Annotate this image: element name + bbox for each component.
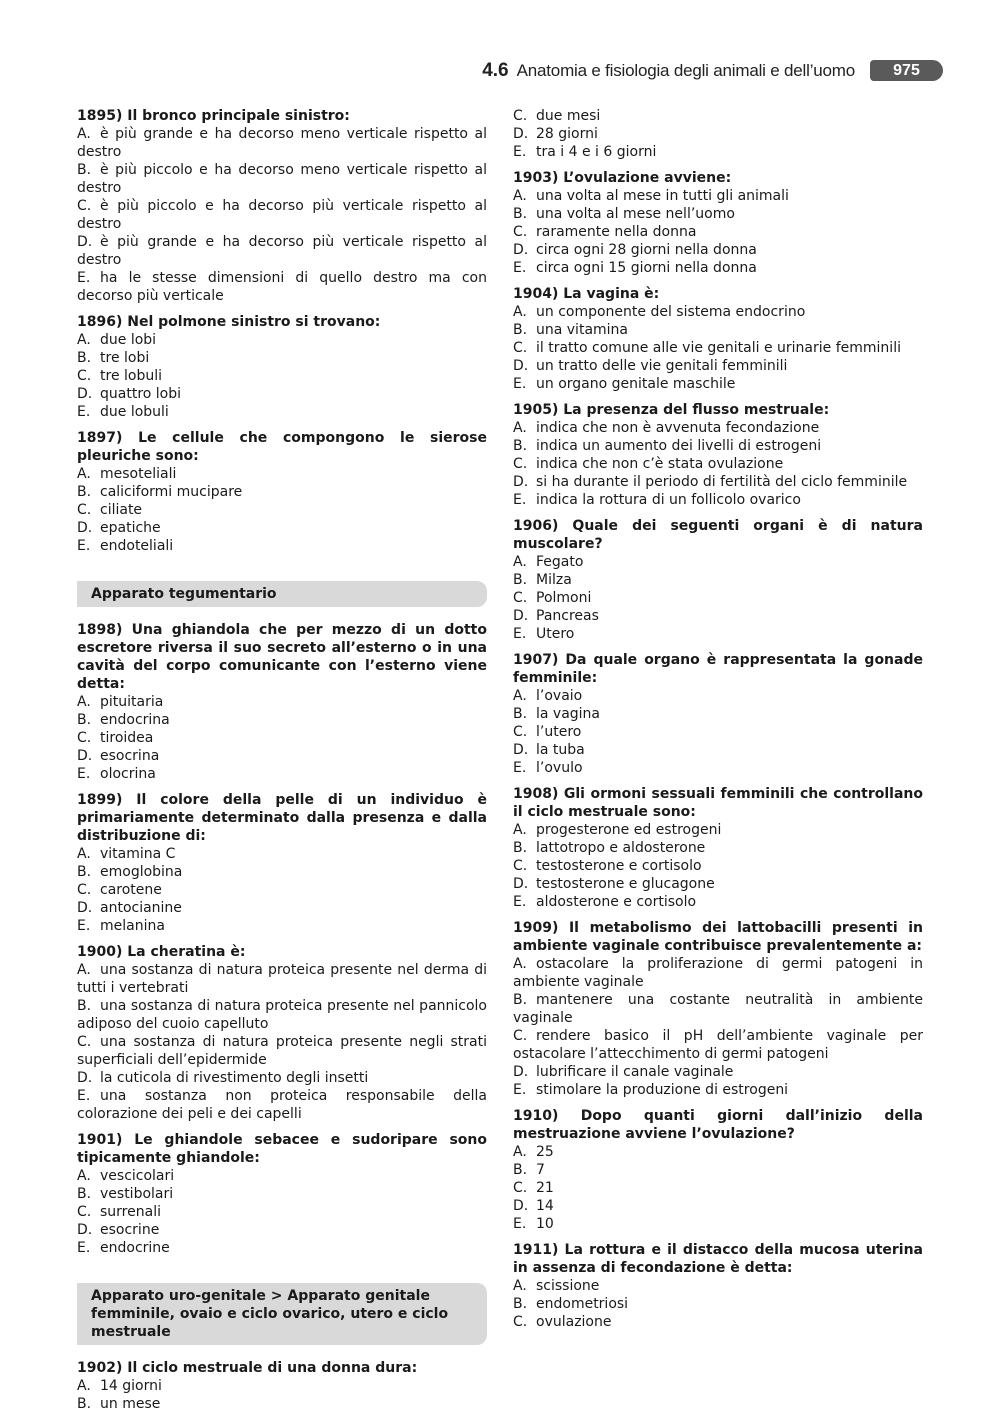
option-text: Milza (536, 572, 572, 588)
option-letter: D. (77, 748, 93, 764)
option-letter: A. (77, 846, 91, 862)
question-1908 (513, 785, 923, 911)
option-text: rendere basico il pH dell’ambiente vaginale per ostacolare l’attecchimento di germi patogeni (513, 1028, 923, 1062)
option-letter: E. (513, 260, 527, 276)
answer-option (513, 473, 923, 491)
question-1898 (77, 621, 487, 783)
option-text: un mese (100, 1396, 161, 1412)
question-title: 1899) Il colore della pelle di un individuo è primariamente determinato dalla presenza e dalla distribuzione di: (77, 792, 487, 844)
option-letter: C. (77, 882, 92, 898)
answer-option (77, 997, 487, 1033)
question-title: 1898) Una ghiandola che per mezzo di un dotto escretore riversa il suo secreto all’esterno o in una cavità del corpo comunicante con l’esterno viene detta: (77, 622, 487, 692)
option-text: 25 (536, 1144, 554, 1160)
answer-option (513, 589, 923, 607)
answer-option (513, 741, 923, 759)
answer-option (513, 339, 923, 357)
option-text: la tuba (536, 742, 585, 758)
option-letter: A. (513, 1278, 527, 1294)
option-letter: A. (77, 332, 91, 348)
answer-option (77, 501, 487, 519)
answer-option (77, 403, 487, 421)
option-letter: E. (513, 626, 527, 642)
section-heading-tegumentario: Apparato tegumentario (77, 581, 487, 607)
option-letter: C. (513, 1180, 528, 1196)
option-letter: E. (77, 404, 91, 420)
answer-option (513, 625, 923, 643)
option-letter: A. (513, 1144, 527, 1160)
option-text: pituitaria (100, 694, 164, 710)
option-letter: D. (513, 608, 529, 624)
option-text: la vagina (536, 706, 601, 722)
option-letter: D. (77, 900, 93, 916)
option-text: è più grande e ha decorso meno verticale rispetto al destro (77, 126, 487, 160)
option-text: mantenere una costante neutralità in ambiente vaginale (513, 992, 923, 1026)
option-letter: E. (513, 492, 527, 508)
option-text: indica che non c’è stata ovulazione (536, 456, 784, 472)
question-1902-continued (513, 107, 923, 161)
option-letter: B. (513, 706, 528, 722)
option-text: una vitamina (536, 322, 628, 338)
option-letter: A. (513, 822, 527, 838)
option-text: esocrina (100, 748, 160, 764)
option-letter: C. (77, 730, 92, 746)
answer-option (77, 483, 487, 501)
option-text: stimolare la produzione di estrogeni (536, 1082, 789, 1098)
answer-option (77, 711, 487, 729)
answer-option (513, 143, 923, 161)
question-1906 (513, 517, 923, 643)
answer-option (513, 875, 923, 893)
option-text: carotene (100, 882, 162, 898)
option-text: tra i 4 e i 6 giorni (536, 144, 657, 160)
question-1902 (77, 1359, 487, 1413)
question-1900 (77, 943, 487, 1123)
question-1907 (513, 651, 923, 777)
option-text: una sostanza di natura proteica presente nel pannicolo adiposo del cuoio capelluto (77, 998, 487, 1032)
question-1905 (513, 401, 923, 509)
option-letter: D. (513, 242, 529, 258)
option-text: è più piccolo e ha decorso meno verticale rispetto al destro (77, 162, 487, 196)
answer-option (513, 303, 923, 321)
option-letter: D. (77, 386, 93, 402)
answer-option (513, 375, 923, 393)
answer-option (77, 1203, 487, 1221)
option-text: 21 (536, 1180, 554, 1196)
answer-option (77, 233, 487, 269)
option-letter: B. (513, 1296, 528, 1312)
option-letter: B. (77, 162, 92, 178)
answer-option (513, 1081, 923, 1099)
option-text: indica un aumento dei livelli di estrogeni (536, 438, 822, 454)
question-title: 1900) La cheratina è: (77, 944, 246, 960)
answer-option (513, 1143, 923, 1161)
question-title: 1901) Le ghiandole sebacee e sudoripare sono tipicamente ghiandole: (77, 1132, 487, 1166)
option-letter: A. (513, 188, 527, 204)
option-letter: B. (513, 206, 528, 222)
section-heading-uro-genitale: Apparato uro-genitale > Apparato genitale femminile, ovaio e ciclo ovarico, utero e ciclo mestruale (77, 1283, 487, 1345)
answer-option (513, 893, 923, 911)
answer-option (77, 961, 487, 997)
answer-option (77, 747, 487, 765)
answer-option (77, 385, 487, 403)
option-text: olocrina (100, 766, 156, 782)
option-letter: A. (77, 126, 91, 142)
question-title: 1907) Da quale organo è rappresentata la gonade femminile: (513, 652, 923, 686)
answer-option (77, 1395, 487, 1413)
left-column (77, 107, 487, 1421)
answer-option (513, 1179, 923, 1197)
question-1911 (513, 1241, 923, 1331)
answer-option (513, 1313, 923, 1331)
question-title: 1905) La presenza del flusso mestruale: (513, 402, 830, 418)
option-letter: C. (513, 724, 528, 740)
option-letter: C. (513, 1028, 528, 1044)
option-letter: C. (513, 108, 528, 124)
answer-option (77, 899, 487, 917)
answer-option (513, 357, 923, 375)
option-letter: D. (513, 1198, 529, 1214)
option-text: ovulazione (536, 1314, 612, 1330)
answer-option (77, 1087, 487, 1123)
section-number: 4.6 (482, 60, 509, 81)
option-text: un componente del sistema endocrino (536, 304, 806, 320)
question-1899 (77, 791, 487, 935)
option-text: 14 giorni (100, 1378, 162, 1394)
answer-option (77, 1069, 487, 1087)
option-text: l’ovaio (536, 688, 583, 704)
option-letter: C. (513, 340, 528, 356)
answer-option (513, 107, 923, 125)
page-header (0, 56, 1000, 86)
option-letter: A. (513, 420, 527, 436)
question-title: 1902) Il ciclo mestruale di una donna dura: (77, 1360, 418, 1376)
option-text: il tratto comune alle vie genitali e urinarie femminili (536, 340, 901, 356)
question-1895 (77, 107, 487, 305)
option-text: emoglobina (100, 864, 183, 880)
option-text: indica che non è avvenuta fecondazione (536, 420, 820, 436)
option-letter: D. (513, 742, 529, 758)
answer-option (513, 259, 923, 277)
option-text: quattro lobi (100, 386, 182, 402)
option-letter: B. (513, 322, 528, 338)
option-text: è più piccolo e ha decorso più verticale rispetto al destro (77, 198, 487, 232)
option-letter: C. (77, 198, 92, 214)
answer-option (513, 571, 923, 589)
option-text: vestibolari (100, 1186, 174, 1202)
answer-option (513, 241, 923, 259)
option-letter: A. (77, 962, 91, 978)
option-letter: C. (77, 1034, 92, 1050)
answer-option (513, 1197, 923, 1215)
option-text: endometriosi (536, 1296, 629, 1312)
option-letter: D. (77, 520, 93, 536)
option-letter: B. (77, 1396, 92, 1412)
option-text: esocrine (100, 1222, 160, 1238)
option-text: aldosterone e cortisolo (536, 894, 697, 910)
option-text: testosterone e cortisolo (536, 858, 702, 874)
option-letter: A. (513, 554, 527, 570)
option-letter: D. (513, 358, 529, 374)
option-text: circa ogni 28 giorni nella donna (536, 242, 757, 258)
option-letter: E. (77, 1088, 91, 1104)
option-letter: E. (77, 1240, 91, 1256)
answer-option (77, 519, 487, 537)
option-letter: D. (513, 876, 529, 892)
option-text: Utero (536, 626, 575, 642)
option-text: un organo genitale maschile (536, 376, 736, 392)
option-letter: E. (513, 894, 527, 910)
option-letter: E. (77, 538, 91, 554)
option-text: una sostanza non proteica responsabile della colorazione dei peli e dei capelli (77, 1088, 487, 1122)
answer-option (513, 821, 923, 839)
answer-option (77, 197, 487, 233)
option-letter: B. (77, 998, 92, 1014)
answer-option (77, 1239, 487, 1257)
option-letter: B. (77, 864, 92, 880)
option-text: endocrine (100, 1240, 170, 1256)
answer-option (513, 553, 923, 571)
option-text: vitamina C (100, 846, 176, 862)
answer-option (513, 125, 923, 143)
answer-option (513, 437, 923, 455)
option-text: melanina (100, 918, 165, 934)
option-text: surrenali (100, 1204, 161, 1220)
option-text: Fegato (536, 554, 584, 570)
answer-option (513, 419, 923, 437)
option-letter: D. (77, 1070, 93, 1086)
option-letter: B. (77, 1186, 92, 1202)
option-text: epatiche (100, 520, 161, 536)
answer-option (513, 955, 923, 991)
option-letter: C. (513, 590, 528, 606)
page-number-badge: 975 (870, 60, 943, 81)
option-text: 14 (536, 1198, 554, 1214)
option-text: due lobuli (100, 404, 169, 420)
answer-option (77, 269, 487, 305)
answer-option (513, 223, 923, 241)
answer-option (77, 917, 487, 935)
option-text: si ha durante il periodo di fertilità del ciclo femminile (536, 474, 908, 490)
answer-option (77, 125, 487, 161)
option-text: la cuticola di rivestimento degli insetti (100, 1070, 369, 1086)
answer-option (513, 187, 923, 205)
option-letter: A. (513, 956, 527, 972)
option-letter: C. (77, 368, 92, 384)
question-1904 (513, 285, 923, 393)
option-text: caliciformi mucipare (100, 484, 243, 500)
option-text: una volta al mese in tutti gli animali (536, 188, 789, 204)
option-text: progesterone ed estrogeni (536, 822, 722, 838)
option-text: l’ovulo (536, 760, 583, 776)
option-text: è più grande e ha decorso più verticale rispetto al destro (77, 234, 487, 268)
answer-option (513, 1161, 923, 1179)
answer-option (513, 1277, 923, 1295)
question-1910 (513, 1107, 923, 1233)
option-text: endocrina (100, 712, 170, 728)
question-title: 1903) L’ovulazione avviene: (513, 170, 732, 186)
option-text: Polmoni (536, 590, 592, 606)
option-text: ostacolare la proliferazione di germi patogeni in ambiente vaginale (513, 956, 923, 990)
option-text: una sostanza di natura proteica presente negli strati superficiali dell’epidermide (77, 1034, 487, 1068)
option-letter: B. (77, 484, 92, 500)
question-title: 1896) Nel polmone sinistro si trovano: (77, 314, 381, 330)
question-title: 1904) La vagina è: (513, 286, 660, 302)
question-1909 (513, 919, 923, 1099)
question-1903 (513, 169, 923, 277)
option-text: due lobi (100, 332, 157, 348)
option-letter: D. (513, 474, 529, 490)
option-text: tiroidea (100, 730, 154, 746)
option-text: Pancreas (536, 608, 599, 624)
option-letter: C. (513, 456, 528, 472)
option-text: circa ogni 15 giorni nella donna (536, 260, 757, 276)
option-text: 7 (536, 1162, 545, 1178)
option-letter: B. (77, 350, 92, 366)
option-letter: D. (513, 126, 529, 142)
option-text: l’utero (536, 724, 582, 740)
option-letter: D. (513, 1064, 529, 1080)
question-title: 1909) Il metabolismo dei lattobacilli presenti in ambiente vaginale contribuisce prevalentemente a: (513, 920, 923, 954)
option-text: antocianine (100, 900, 182, 916)
option-text: mesoteliali (100, 466, 177, 482)
option-text: raramente nella donna (536, 224, 697, 240)
question-title: 1910) Dopo quanti giorni dall’inizio della mestruazione avviene l’ovulazione? (513, 1108, 923, 1142)
option-letter: B. (513, 992, 528, 1008)
answer-option (77, 1221, 487, 1239)
question-title: 1895) Il bronco principale sinistro: (77, 108, 350, 124)
question-1896 (77, 313, 487, 421)
option-letter: B. (513, 1162, 528, 1178)
answer-option (513, 321, 923, 339)
answer-option (77, 1167, 487, 1185)
option-text: lattotropo e aldosterone (536, 840, 706, 856)
answer-option (77, 331, 487, 349)
question-1901 (77, 1131, 487, 1257)
answer-option (77, 1377, 487, 1395)
answer-option (513, 1027, 923, 1063)
option-letter: D. (77, 234, 93, 250)
option-letter: A. (77, 1168, 91, 1184)
option-letter: C. (513, 224, 528, 240)
answer-option (513, 759, 923, 777)
option-letter: A. (77, 466, 91, 482)
option-text: 28 giorni (536, 126, 598, 142)
option-text: una sostanza di natura proteica presente nel derma di tutti i vertebrati (77, 962, 487, 996)
answer-option (513, 205, 923, 223)
answer-option (77, 537, 487, 555)
answer-option (513, 687, 923, 705)
option-letter: E. (513, 1082, 527, 1098)
option-letter: B. (77, 712, 92, 728)
option-letter: B. (513, 840, 528, 856)
answer-option (513, 705, 923, 723)
question-title: 1897) Le cellule che compongono le sierose pleuriche sono: (77, 430, 487, 464)
answer-option (77, 845, 487, 863)
option-text: due mesi (536, 108, 601, 124)
answer-option (513, 723, 923, 741)
answer-option (513, 857, 923, 875)
option-letter: E. (513, 1216, 527, 1232)
option-letter: C. (77, 502, 92, 518)
answer-option (513, 607, 923, 625)
chapter-title (482, 60, 855, 82)
answer-option (77, 863, 487, 881)
answer-option (77, 729, 487, 747)
chapter-name: Anatomia e fisiologia degli animali e dell’uomo (516, 61, 855, 80)
option-letter: A. (513, 304, 527, 320)
answer-option (77, 1033, 487, 1069)
answer-option (513, 455, 923, 473)
option-letter: C. (513, 1314, 528, 1330)
answer-option (77, 1185, 487, 1203)
option-text: ha le stesse dimensioni di quello destro ma con decorso più verticale (77, 270, 487, 304)
option-letter: B. (513, 438, 528, 454)
question-title: 1906) Quale dei seguenti organi è di natura muscolare? (513, 518, 923, 552)
question-title: 1911) La rottura e il distacco della mucosa uterina in assenza di fecondazione è detta: (513, 1242, 923, 1276)
option-letter: A. (513, 688, 527, 704)
option-text: endoteliali (100, 538, 174, 554)
option-letter: E. (77, 918, 91, 934)
option-text: vescicolari (100, 1168, 175, 1184)
option-text: una volta al mese nell’uomo (536, 206, 735, 222)
option-text: indica la rottura di un follicolo ovarico (536, 492, 801, 508)
question-title: 1908) Gli ormoni sessuali femminili che controllano il ciclo mestruale sono: (513, 786, 923, 820)
option-letter: E. (513, 144, 527, 160)
answer-option (77, 765, 487, 783)
question-1897 (77, 429, 487, 555)
answer-option (77, 367, 487, 385)
option-text: tre lobuli (100, 368, 162, 384)
answer-option (77, 161, 487, 197)
answer-option (77, 465, 487, 483)
option-letter: E. (77, 270, 91, 286)
answer-option (77, 693, 487, 711)
option-letter: E. (513, 760, 527, 776)
answer-option (513, 991, 923, 1027)
option-text: tre lobi (100, 350, 150, 366)
answer-option (77, 349, 487, 367)
option-letter: E. (77, 766, 91, 782)
option-text: testosterone e glucagone (536, 876, 715, 892)
answer-option (513, 1063, 923, 1081)
option-letter: B. (513, 572, 528, 588)
option-letter: C. (513, 858, 528, 874)
option-letter: E. (513, 376, 527, 392)
option-letter: A. (77, 1378, 91, 1394)
right-column (513, 107, 923, 1339)
answer-option (513, 839, 923, 857)
option-letter: D. (77, 1222, 93, 1238)
option-text: 10 (536, 1216, 554, 1232)
answer-option (513, 491, 923, 509)
answer-option (513, 1215, 923, 1233)
option-text: lubrificare il canale vaginale (536, 1064, 734, 1080)
answer-option (77, 881, 487, 899)
option-text: scissione (536, 1278, 600, 1294)
option-text: un tratto delle vie genitali femminili (536, 358, 788, 374)
option-letter: A. (77, 694, 91, 710)
option-letter: C. (77, 1204, 92, 1220)
option-text: ciliate (100, 502, 143, 518)
answer-option (513, 1295, 923, 1313)
